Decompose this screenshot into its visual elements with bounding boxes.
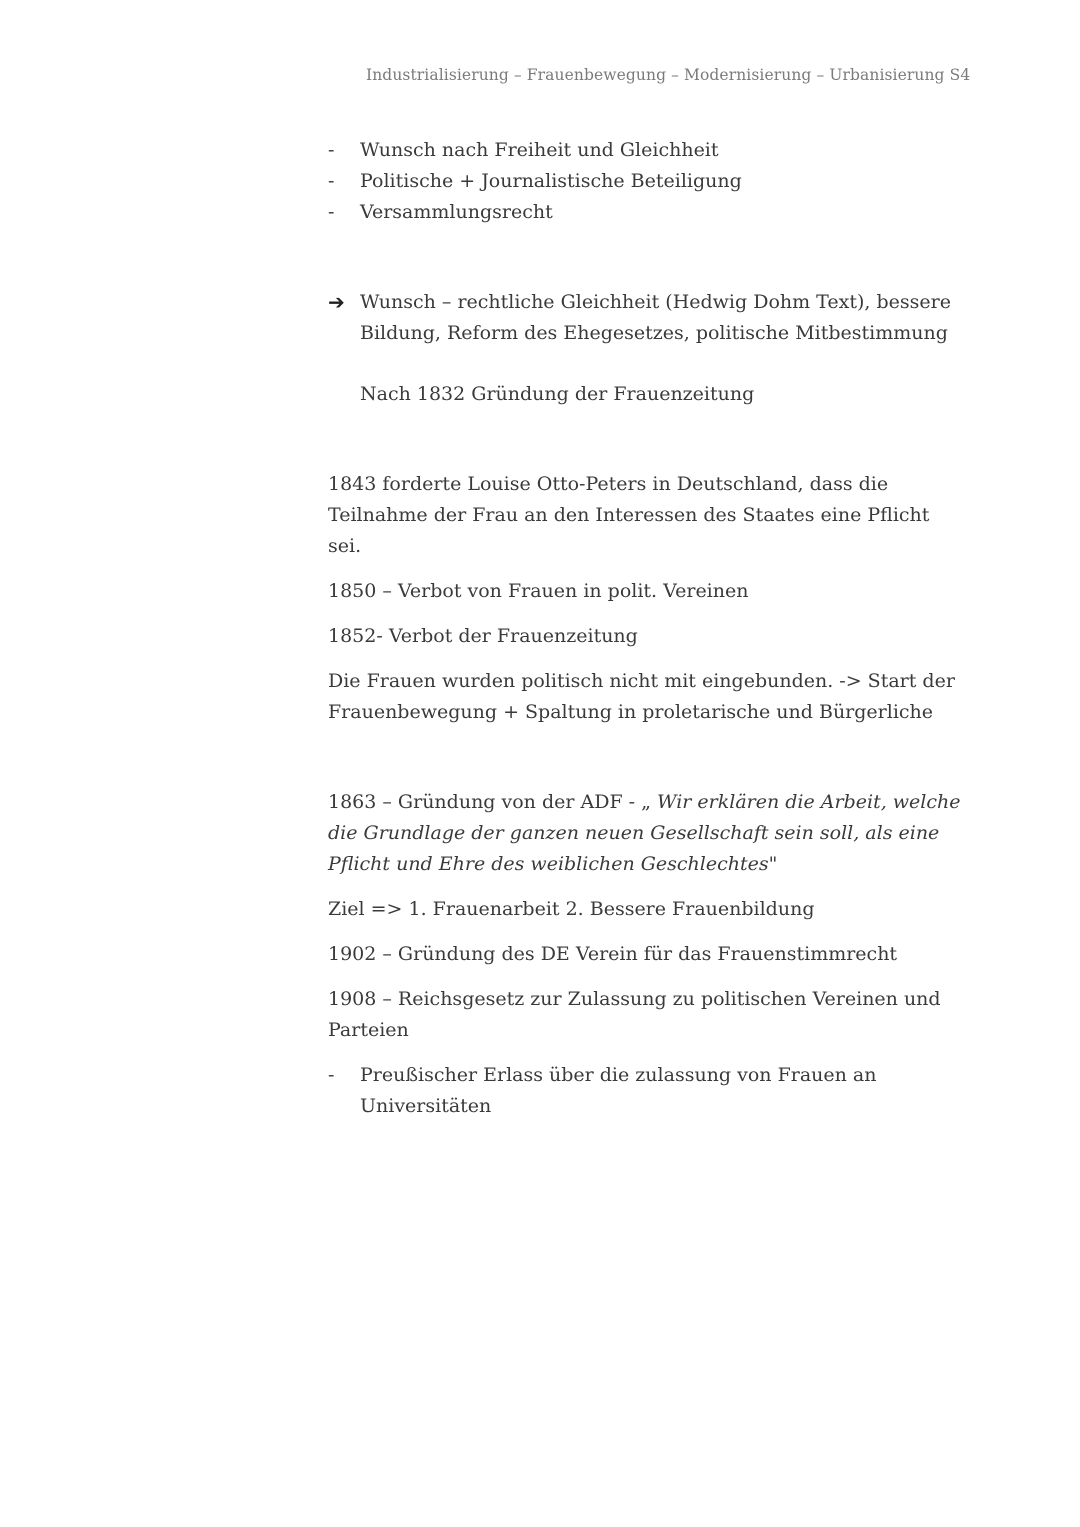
arrow-item-text: Wunsch – rechtliche Gleichheit (Hedwig Dohm Text), bessere Bildung, Reform des Ehegesetzes, politische Mitbestimmung (360, 291, 951, 344)
list-item (328, 135, 968, 166)
paragraph-ziel: Ziel => 1. Frauenarbeit 2. Bessere Frauenbildung (328, 898, 815, 920)
paragraph-1863 (328, 787, 968, 880)
dash-marker: - (328, 170, 335, 192)
arrow-right-icon: ➔ (328, 290, 345, 314)
list-item-text: Preußischer Erlass über die zulassung von Frauen an Universitäten (360, 1064, 877, 1117)
list-item-text: Politische + Journalistische Beteiligung (360, 170, 742, 192)
paragraph-1863-suffix: " (768, 853, 778, 875)
list-item (328, 197, 968, 228)
note-1832: Nach 1832 Gründung der Frauenzeitung (360, 383, 755, 405)
dash-marker: - (328, 1064, 335, 1086)
paragraph-1863-prefix: 1863 – Gründung von der ADF - „ (328, 791, 658, 813)
list-item (328, 1060, 968, 1122)
arrow-list-item (328, 287, 968, 349)
paragraph-1852: 1852- Verbot der Frauenzeitung (328, 625, 638, 647)
list-item-text: Versammlungsrecht (360, 201, 553, 223)
paragraph-1850: 1850 – Verbot von Frauen in polit. Vereinen (328, 580, 749, 602)
paragraph-1902: 1902 – Gründung des DE Verein für das Frauenstimmrecht (328, 943, 898, 965)
list-item (328, 166, 968, 197)
bullet-list-top (328, 135, 968, 228)
paragraph-1843: 1843 forderte Louise Otto-Peters in Deutschland, dass die Teilnahme der Frau an den Interessen des Staates eine Pflicht sei. (328, 473, 930, 557)
dash-marker: - (328, 201, 335, 223)
adf-quote: Wir erklären die Arbeit, welche die Grundlage der ganzen neuen Gesellschaft sein soll, als eine Pflicht und Ehre des weiblichen Geschlechtes (328, 791, 961, 875)
document-body (328, 135, 968, 1122)
paragraph-1908: 1908 – Reichsgesetz zur Zulassung zu politischen Vereinen und Parteien (328, 988, 941, 1041)
list-item-text: Wunsch nach Freiheit und Gleichheit (360, 139, 719, 161)
page-header: Industrialisierung – Frauenbewegung – Modernisierung – Urbanisierung S4 (366, 66, 971, 84)
paragraph-frauen: Die Frauen wurden politisch nicht mit eingebunden. -> Start der Frauenbewegung + Spaltung in proletarische und Bürgerliche (328, 670, 955, 723)
dash-marker: - (328, 139, 335, 161)
